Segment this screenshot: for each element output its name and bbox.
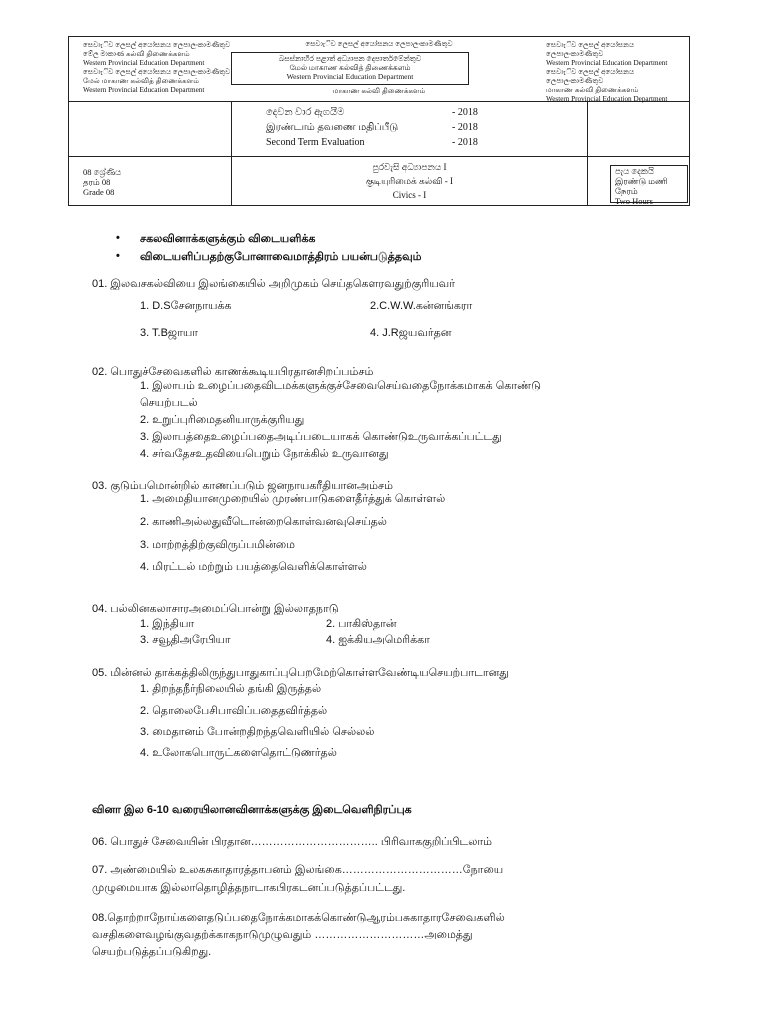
eval-year: - 2018 xyxy=(452,122,478,133)
header-center-bottom: மாகாண கல்வி திணைக்களம் xyxy=(332,87,426,95)
eval-line: දෙවන වාර ඇගයීම xyxy=(266,107,345,118)
eval-year: - 2018 xyxy=(452,137,478,148)
answer-option: 3. T.Bஜாயா xyxy=(140,327,199,339)
answer-option: 1. அமைதியானமுறையில் முரண்பாடுகளைதீர்த்துக் கொள்ளல் xyxy=(140,493,446,505)
header-center-box xyxy=(231,52,469,85)
evaluation-box xyxy=(231,102,588,156)
center-box-line: Western Provincial Education Department xyxy=(286,72,414,81)
fill-blank-question: செயற்படுத்தப்படுகிறது. xyxy=(92,946,212,958)
answer-option: 2.C.W.W.கன்னங்கரா xyxy=(370,300,473,312)
subject-box xyxy=(231,157,588,205)
fill-blank-question: 07. அண்மையில் உலகசுகாதாரத்தாபனம் இலங்கை……………………………நோயை xyxy=(92,864,504,876)
bullet-icon: • xyxy=(116,250,120,262)
question-text: 02. பொதுச்சேவைகளில் காணக்கூடியபிரதானசிறப்பம்சம் xyxy=(92,366,374,378)
answer-option: 4. சர்வதேசஉதவியைபெறும் நோக்கில் உருவானது xyxy=(140,448,389,460)
time-line: Two Hours xyxy=(615,196,653,206)
answer-option: 2. பாகிஸ்தான் xyxy=(326,618,397,630)
grade-line: Grade 08 xyxy=(83,187,115,197)
header-left xyxy=(83,41,253,95)
answer-option: 1. திறந்தநீர்நிலையில் தங்கி இருத்தல் xyxy=(140,683,322,695)
header-left-line: Western Provincial Education Department xyxy=(83,59,205,67)
header-center-top: සෙවාැිව ලෙසල් අයෝසනය ලෙපාලංකාමණීතුව xyxy=(305,40,453,48)
header-right-line: සෙවාැිව ලෙසල් අයෝසනය ලෙපාලංකාමණීතුව xyxy=(546,68,635,85)
answer-option: 2. உறுப்புரிமைதனியாருக்குரியது xyxy=(140,414,305,426)
answer-option: 2. தொலைபேசிபாவிப்பதைதவிர்த்தல் xyxy=(140,705,328,717)
bullet-icon: • xyxy=(116,232,120,244)
header-right-line: மாகாண கல்வி திணைக்களம் xyxy=(546,86,639,94)
center-box-line: மேல் மாகாண கல்வித் திணைக்களம் xyxy=(289,63,411,72)
header-left-line: மேல் மாகாண கல்வித் திணைக்களம் xyxy=(83,77,200,85)
header-right xyxy=(546,41,686,104)
fill-blank-question: 08.தொற்றாநோய்களைதடுப்பதைநோக்கமாகக்கொண்டுஆரம்பசுகாதாரசேவைகளில் xyxy=(92,912,505,924)
instruction: சகலவினாக்களுக்கும் விடையளிக்க xyxy=(140,233,316,245)
subject-line: குடியுரிமைக் கல்வி - I xyxy=(365,176,454,186)
answer-option: 1. D.Sசேனநாயக்க xyxy=(140,300,232,312)
answer-option: 2. காணிஅல்லதுவீடொன்றைகொள்வனவுசெய்தல் xyxy=(140,516,387,528)
section-heading: வினா இல 6-10 வரையிலானவினாக்களுக்கு இடைவெளிநிரப்புக xyxy=(92,804,412,816)
evaluation-row xyxy=(69,102,689,157)
grade-box xyxy=(83,167,121,197)
answer-option: 4. உலோகபொருட்களைதொட்டுணர்தல் xyxy=(140,747,337,759)
time-line: පැය දෙකයි xyxy=(615,166,654,176)
question-text: 01. இலவசகல்வியை இலங்கையில் அறிமுகம் செய்தகௌரவதுற்குரியவர் xyxy=(92,278,455,290)
time-box xyxy=(610,165,688,206)
answer-option: 4. மிரட்டல் மற்றும் பயத்தைவெளிக்கொள்ளல் xyxy=(140,561,367,573)
eval-year: - 2018 xyxy=(452,107,478,118)
fill-blank-question: 06. பொதுச் சேவையின் பிரதான…………………………….. பிரிவாககுறிப்பிடலாம் xyxy=(92,836,492,848)
subject-line: පුරවැසි අධ්‍යාපනය I xyxy=(372,162,447,172)
grade-line: தரம் 08 xyxy=(83,177,111,187)
answer-option: 3. இலாபத்தைஉழைப்பதைஅடிப்படையாகக் கொண்டுஉருவாக்கப்பட்டது xyxy=(140,431,502,443)
header-left-line: Western Provincial Education Department xyxy=(83,86,205,94)
header-right-line: Western Provincial Education Department xyxy=(546,95,668,103)
fill-blank-question: வசதிகளைவழங்குவதற்க்காகநாடுமுழுவதும் …………………………அமைத்து xyxy=(92,929,473,941)
fill-blank-question: முழுமையாக இல்லாதொழித்தநாடாகபிரகடனப்படுத்தப்பட்டது. xyxy=(92,882,406,894)
header-left-line: සෙවාැිව ලෙසල් අයෝසනය ලෙපාලංකාමණීතුව xyxy=(83,68,231,76)
eval-line: இரண்டாம் தவணை மதிப்பீடு xyxy=(266,122,399,133)
time-line: இரண்டு மணி நேரம் xyxy=(615,176,668,196)
answer-option: 4. ஐக்கியஅமெரிக்கா xyxy=(326,634,430,646)
question-text: 04. பல்லினகலாசாரஅமைப்பொன்று இல்லாதநாடு xyxy=(92,603,339,615)
header-left-line: මේල මාකාණ கல்வி திணைக்களம் xyxy=(83,50,190,58)
header-right-line: Western Provincial Education Department xyxy=(546,59,668,67)
header-left-line: සෙවා‍ැිව ලෙසල් අයෝසනය ලෙපාලංකාමණීතුව xyxy=(83,41,231,49)
answer-option: 1. இந்தியா xyxy=(140,618,195,630)
exam-header xyxy=(68,36,690,206)
grade-line: 08 ශ්‍රේණිය xyxy=(83,167,122,177)
department-row xyxy=(69,37,689,102)
answer-option: 1. இலாபம் உழைப்பதைவிடமக்களுக்குச்சேவைசெய்வதைநோக்கமாகக் கொண்டு xyxy=(140,380,541,392)
answer-option: 3. மாற்றத்திற்குவிருப்பமின்மை xyxy=(140,539,296,551)
instruction: விடையளிப்பதற்குபோனாவைமாத்திரம் பயன்படுத்தவும் xyxy=(140,251,422,263)
answer-option: 3. மைதானம் போன்றதிறந்தவெளியில் செல்லல் xyxy=(140,726,375,738)
question-text: 05. மின்னல் தாக்கத்திலிருந்துபாதுகாப்புபெறமேற்கொள்ளவேண்டியசெயற்பாடானது xyxy=(92,667,509,679)
info-row xyxy=(69,157,689,205)
answer-option: 4. J.Rஜயவர்தன xyxy=(370,327,452,339)
answer-option: செயற்படல் xyxy=(140,397,198,409)
subject-line: Civics - I xyxy=(392,190,427,200)
question-text: 03. குடும்பமொன்றில் காணப்படும் ஜனநாயகரீதியானஅம்சம் xyxy=(92,480,393,492)
center-box-line: බසස්නාහිර පළාත් අධ්‍යාපන දෙපාර්තමේන්තුව xyxy=(278,54,422,63)
answer-option: 3. சவூதிஅரேபியா xyxy=(140,634,231,646)
header-right-line: සෙවාැිව ලෙසල් අයෝසනය ලෙපාලංකාමණීතුව xyxy=(546,41,635,58)
eval-line: Second Term Evaluation xyxy=(266,137,365,148)
